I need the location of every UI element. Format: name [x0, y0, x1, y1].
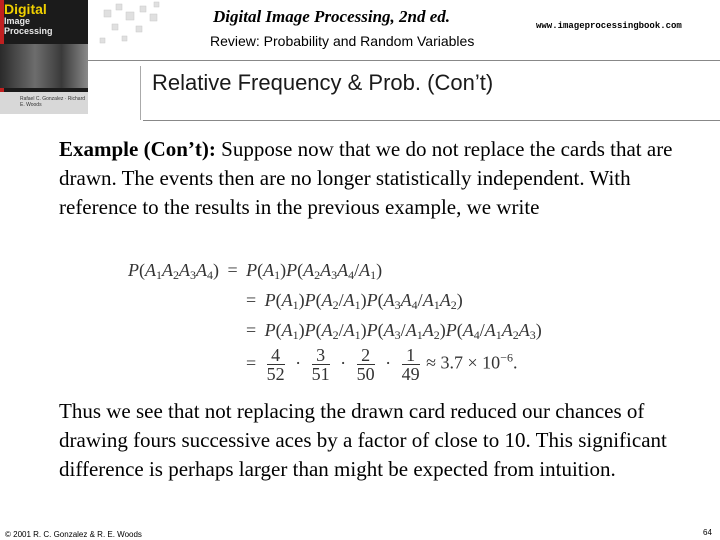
fraction: $\frac{2}{50}$	[356, 345, 375, 384]
cover-title-line2: Image	[4, 16, 31, 26]
slide-title: Relative Frequency & Prob. (Con’t)	[152, 70, 494, 95]
example-paragraph	[59, 135, 689, 222]
cover-title	[4, 1, 64, 36]
copyright-notice: © 2001 R. C. Gonzalez & R. E. Woods	[5, 530, 142, 539]
page-number: 64	[703, 528, 712, 537]
book-cover-image	[0, 0, 88, 114]
cover-title-line1: Digital	[4, 1, 47, 17]
cover-image-band	[0, 44, 88, 88]
equation-period: .	[512, 352, 518, 373]
title-divider	[143, 120, 720, 121]
header-divider	[88, 60, 720, 61]
cover-title-line3: Processing	[4, 26, 53, 36]
cover-authors: Rafael C. Gonzalez · Richard E. Woods	[20, 96, 86, 108]
equation-line-2: = $P(A_1)P(A_2/A_1)P(A_3A_4/A_1A_2)$	[246, 290, 463, 312]
website-url: www.imageprocessingbook.com	[536, 21, 682, 31]
fraction: $\frac{1}{49}$	[401, 345, 420, 384]
equation-line-1: $P(A_1A_2A_3A_4) = P(A_1)P(A_2A_3A_4/A_1)$	[128, 260, 383, 282]
equation-result: ≈ 3.7 × 10	[426, 352, 501, 373]
title-vertical-divider	[140, 66, 141, 120]
equation-exponent: −6	[500, 350, 513, 365]
book-title: Digital Image Processing, 2nd ed.	[213, 7, 451, 26]
decorative-squares-icon	[96, 0, 166, 60]
section-subtitle: Review: Probability and Random Variables	[210, 33, 475, 49]
conclusion-paragraph: Thus we see that not replacing the drawn card reduced our chances of drawing fours successive aces by a factor of close to 10. This significant difference is perhaps larger than might be expected from intuition.	[59, 399, 667, 481]
example-label: Example (Con’t):	[59, 137, 216, 161]
equation-line-4: = $\frac{4}{52}$ · $\frac{3}{51}$ · $\frac{2}{50}$ · $\frac{1}{49}$ ≈ $3.7 \times 10^{-6}$.	[246, 345, 518, 384]
probability-equation	[128, 258, 598, 388]
example-text: Suppose now that we do not replace the cards that are drawn. The events then are no longer statistically independent. With reference to the results in the previous example, we write	[59, 137, 673, 219]
fraction: $\frac{3}{51}$	[311, 345, 330, 384]
fraction: $\frac{4}{52}$	[266, 345, 285, 384]
equation-line-3: = $P(A_1)P(A_2/A_1)P(A_3/A_1A_2)P(A_4/A_1A_2A_3)$	[246, 320, 542, 342]
